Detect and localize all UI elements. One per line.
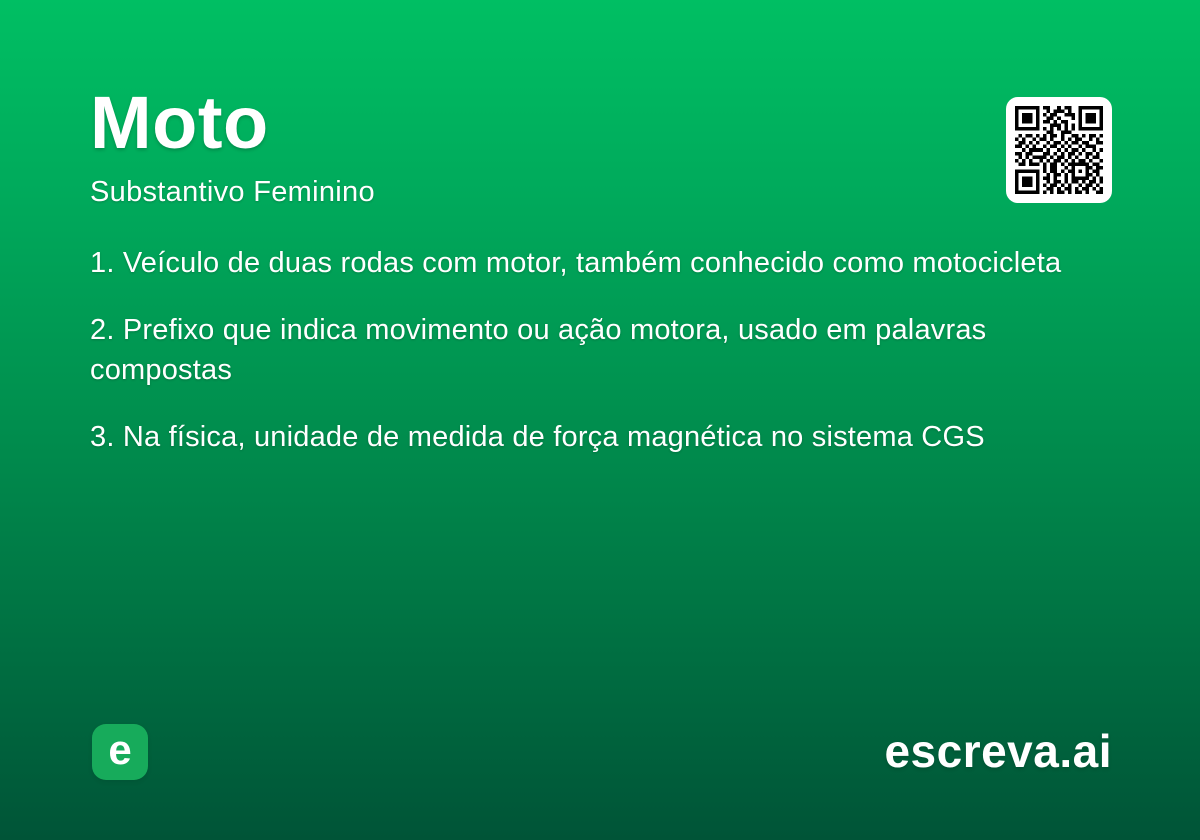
definition-item-2: 2. Prefixo que indica movimento ou ação motora, usado em palavras compostas — [90, 314, 987, 387]
escreva-logo-badge — [92, 724, 148, 780]
escreva-logo-letter: e — [108, 726, 132, 773]
word-class-subtitle: Substantivo Feminino — [90, 176, 375, 208]
qr-code-pattern — [1015, 106, 1103, 194]
definition-item-1: 1. Veículo de duas rodas com motor, também conhecido como motocicleta — [90, 247, 1062, 279]
definitions-list — [90, 243, 1095, 484]
qr-code — [1006, 97, 1112, 203]
brand-name: escreva.ai — [884, 725, 1112, 777]
title-block — [90, 81, 375, 209]
definition-item-3: 3. Na física, unidade de medida de força magnética no sistema CGS — [90, 421, 985, 454]
word-title: Moto — [90, 81, 269, 164]
